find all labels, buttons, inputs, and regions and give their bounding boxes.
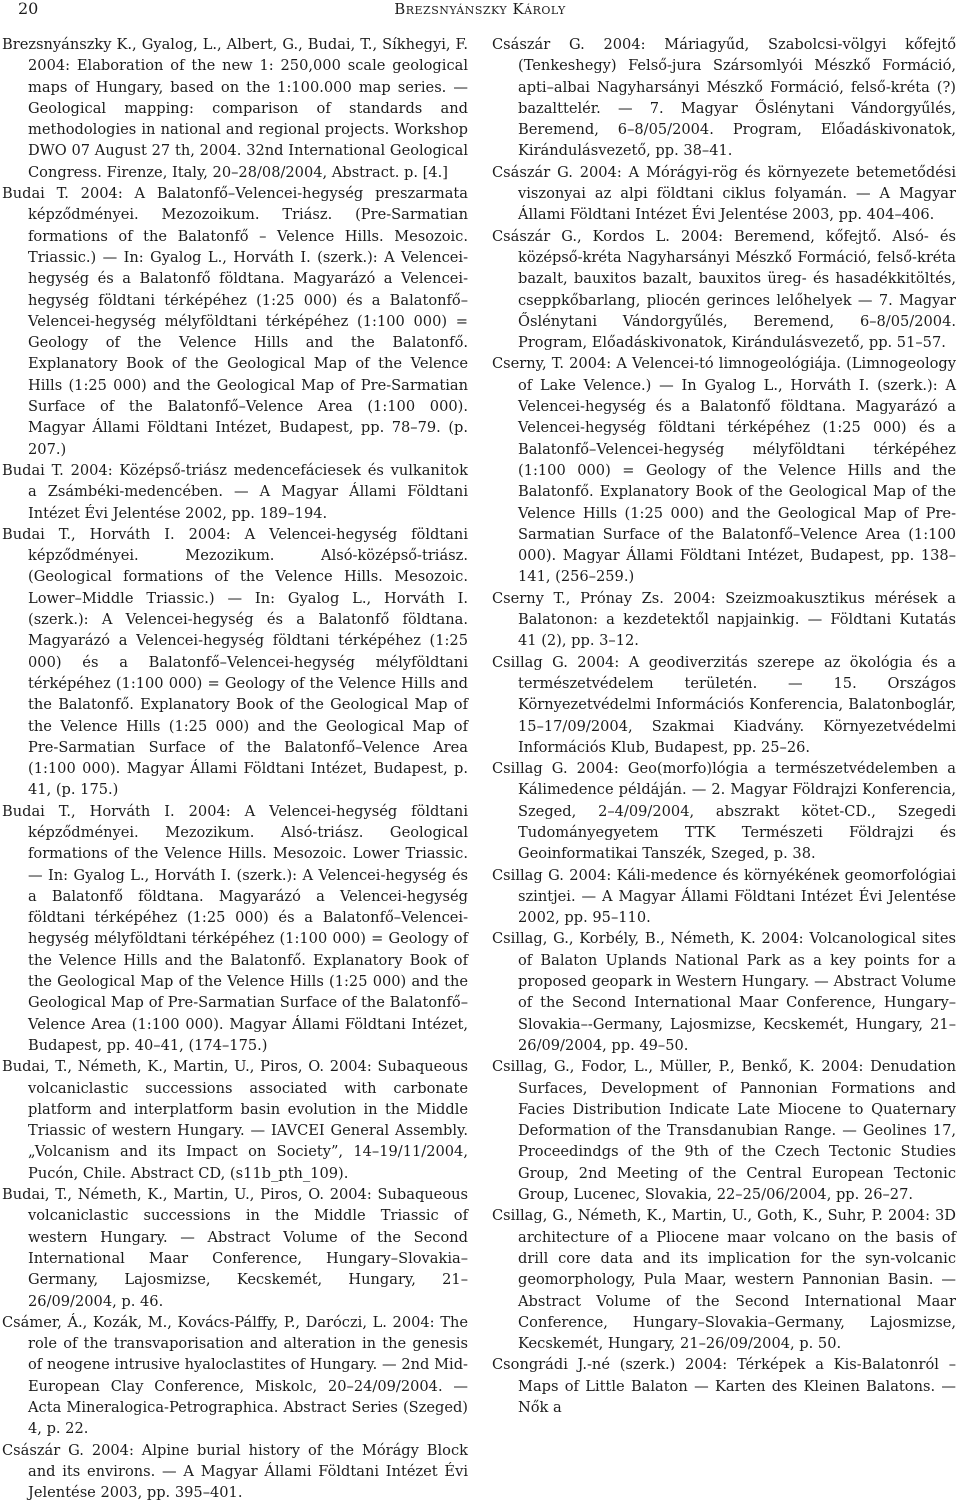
reference-entry: Budai, T., Németh, K., Martin, U., Piros, O. 2004: Subaqueous volcaniclastic successions associated with carbonate platform and interplatform basin evolution in the Middle Triassic of western Hungary. — IAVCEI General Assembly. „Volcanism and its Impact on Society”, 14–19/11/2004, Pucón, Chile. Abstract CD, (s11b_pth_109). — [2, 1058, 468, 1182]
reference-entry: Csillag, G., Németh, K., Martin, U., Goth, K., Suhr, P. 2004: 3D architecture of a Pliocene maar volcano on the basis of drill core data and its implication for the syn-volcanic geomorphology, Pula Maar, western Pannonian Basin. — Abstract Volume of the Second International Maar Conference, Hungary–Slovakia–Germany, Lajosmizse, Kecskemét, Hungary, 21–26/09/2004, p. 50. — [492, 1207, 956, 1353]
reference-entry: Császár G. 2004: Alpine burial history of the Mórágy Block and its environs. — A Magyar Állami Földtani Intézet Évi Jelentése 2003, pp. 395–401. — [2, 1441, 468, 1502]
right-column — [492, 34, 956, 1418]
reference-entry: Csillag G. 2004: A geodiverzitás szerepe az ökológia és a természetvédelem területén. — 15. Országos Környezetvédelmi Információs Konferencia, Balatonboglár, 15–17/09/2004, Szakmai Kiadvány. Környezetvédelmi Információs Klub, Budapest, pp. 25–26. — [492, 653, 956, 756]
reference-entry: Budai T. 2004: A Balatonfő–Velencei-hegység preszarmata képződményei. Mezozoikum. Triász. (Pre-Sarmatian formations of the Balatonfő – Velence Hills. Mesozoic. Triassic.) — In: Gyalog L., Horváth I. (szerk.): A Velencei-hegység és a Balatonfő földtana. Magyarázó a Velencei-hegység földtani térképéhez (1:25 000) és a Balatonfő–Velencei-hegység mélyföldtani térképéhez (1:100 000) = Geology of the Velence Hills and the Balatonfő. Explanatory Book of the Geological Map of the Velence Hills (1:25 000) and the Geological Map of Pre-Sarmatian Surface of the Balatonfő–Velence Area (1:100 000). Magyar Állami Földtani Intézet, Budapest, pp. 78–79. (p. 207.) — [2, 185, 468, 458]
reference-entry: Budai, T., Németh, K., Martin, U., Piros, O. 2004: Subaqueous volcaniclastic successions in the Middle Triassic of western Hungary. — Abstract Volume of the Second International Maar Conference, Hungary–Slovakia–Germany, Lajosmizse, Kecskemét, Hungary, 21–26/09/2004, p. 46. — [2, 1186, 468, 1310]
reference-entry: Cserny, T. 2004: A Velencei-tó limnogeológiája. (Limnogeology of Lake Velence.) — In Gyalog L., Horváth I. (szerk.): A Velencei-hegység és a Balatonfő földtana. Magyarázó a Velencei-hegység földtani térképéhez (1:25 000) és a Balatonfő–Velencei-hegység mélyföldtani térképéhez (1:100 000) = Geology of the Velence Hills and the Balatonfő. Explanatory Book of the Geological Map of the Velence Hills (1:25 000) and the Geological Map of Pre-Sarmatian Surface of the Balatonfő–Velence Area (1:100 000). Magyar Állami Földtani Intézet, Budapest, pp. 138–141, (256–259.) — [492, 355, 956, 586]
reference-entry: Budai T. 2004: Középső-triász medencefáciesek és vulkanitok a Zsámbéki-medencében. — A Magyar Állami Földtani Intézet Évi Jelentése 2002, pp. 189–194. — [2, 461, 468, 522]
reference-entry: Csillag, G., Fodor, L., Müller, P., Benkő, K. 2004: Denudation Surfaces, Development of Pannonian Formations and Facies Distribution Indicate Late Miocene to Quaternary Deformation of the Transdanubian Range. — Geolines 17, Proceedindgs of the 9th of the Czech Tectonic Studies Group, 2nd Meeting of the Central European Tectonic Group, Lucenec, Slovakia, 22–25/06/2004, pp. 26–27. — [492, 1058, 956, 1204]
reference-entry: Császár G. 2004: A Mórágyi-rög és környezete betemetődési viszonyai az alpi földtani ciklus folyamán. — A Magyar Állami Földtani Intézet Évi Jelentése 2003, pp. 404–406. — [492, 163, 956, 224]
reference-entry: Csillag G. 2004: Káli-medence és környékének geomorfológiai szintjei. — A Magyar Állami Földtani Intézet Évi Jelentése 2002, pp. 95–110. — [492, 866, 956, 927]
reference-entry: Cserny T., Prónay Zs. 2004: Szeizmoakusztikus mérések a Balatonon: a kezdetektől napjainkig. — Földtani Kutatás 41 (2), pp. 3–12. — [492, 589, 956, 650]
reference-entry: Császár G. 2004: Máriagyűd, Szabolcsi-völgyi kőfejtő (Tenkeshegy) Felső-jura Szársomlyói Mészkő Formáció, apti–albai Nagyharsányi Mészkő Formáció, felső-kréta (?) bazalttelér. — 7. Magyar Őslénytani Vándorgyűlés, Beremend, 6–8/05/2004. Program, Előadáskivonatok, Kirándulásvezető, pp. 38–41. — [492, 36, 956, 160]
reference-entry: Császár G., Kordos L. 2004: Beremend, kőfejtő. Alsó- és középső-kréta Nagyharsányi Mészkő Formáció, felső-kréta bazalt, bauxitos bazalt, bauxitos üreg- és hasadékkitöltés, cseppkőbarlang, pliocén gerinces lelőhelyek — 7. Magyar Őslénytani Vándorgyűlés, Beremend, 6–8/05/2004. Program, Előadáskivonatok, Kirándulásvezető, pp. 51–57. — [492, 227, 956, 352]
reference-entry: Csongrádi J.-né (szerk.) 2004: Térképek a Kis-Balatonról – Maps of Little Balaton — Karten des Kleinen Balatons. — Nők a — [492, 1356, 956, 1416]
page-number: 20 — [18, 0, 39, 18]
left-column — [2, 34, 468, 1503]
reference-entry: Csámer, Á., Kozák, M., Kovács-Pálffy, P., Daróczi, L. 2004: The role of the transvaporisation and alteration in the genesis of neogene intrusive hyaloclastites of Hungary. — 2nd Mid-European Clay Conference, Miskolc, 20–24/09/2004. — Acta Mineralogica-Petrographica. Abstract Series (Szeged) 4, p. 22. — [2, 1313, 468, 1438]
reference-entry: Brezsnyánszky K., Gyalog, L., Albert, G., Budai, T., Síkhegyi, F. 2004: Elaboration of the new 1: 250,000 scale geological maps of Hungary, based on the 1:100.000 map series. — Geological mapping: comparison of standards and methodologies in national and regional projects. Workshop DWO 07 August 27 th, 2004. 32nd International Geological Congress. Firenze, Italy, 20–28/08/2004, Abstract. p. [4.] — [2, 36, 468, 181]
reference-entry: Csillag, G., Korbély, B., Németh, K. 2004: Volcanological sites of Balaton Uplands National Park as a key points for a proposed geopark in Western Hungary. — Abstract Volume of the Second International Maar Conference, Hungary–Slovakia–-Germany, Lajosmizse, Kecskemét, Hungary, 21–26/09/2004, pp. 49–50. — [492, 930, 956, 1054]
running-head: Brezsnyánszky Károly — [394, 0, 566, 18]
reference-entry: Budai T., Horváth I. 2004: A Velencei-hegység földtani képződményei. Mezozikum. Alsó-középső-triász. (Geological formations of the Velence Hills. Mesozoic. Lower–Middle Triassic.) — In: Gyalog L., Horváth I. (szerk.): A Velencei-hegység és a Balatonfő földtana. Magyarázó a Velencei-hegység földtani térképéhez (1:25 000) és a Balatonfő–Velencei-hegység mélyföldtani térképéhez (1:100 000) = Geology of the Velence Hills and the Balatonfő. Explanatory Book of the Geological Map of the Velence Hills (1:25 000) and the Geological Map of Pre-Sarmatian Surface of the Balatonfő–Velence Area (1:100 000). Magyar Állami Földtani Intézet, Budapest, p. 41, (p. 175.) — [2, 525, 468, 799]
reference-entry: Csillag G. 2004: Geo(morfo)lógia a természetvédelemben a Kálimedence példáján. — 2. Magyar Földrajzi Konferencia, Szeged, 2–4/09/2004, abszrakt kötet-CD., Szegedi Tudományegyetem TTK Természeti Földrajzi és Geoinformatikai Tanszék, Szeged, p. 38. — [492, 760, 956, 863]
reference-entry: Budai T., Horváth I. 2004: A Velencei-hegység földtani képződményei. Mezozikum. Alsó-triász. Geological formations of the Velence Hills. Mesozoic. Lower Triassic. — In: Gyalog L., Horváth I. (szerk.): A Velencei-hegység és a Balatonfő földtana. Magyarázó a Velencei-hegység földtani térképéhez (1:25 000) és a Balatonfő–Velencei-hegység mélyföldtani térképéhez (1:100 000) = Geology of the Velence Hills and the Balatonfő. Explanatory Book of the Geological Map of the Velence Hills (1:25 000) and the Geological Map of Pre-Sarmatian Surface of the Balatonfő–Velence Area (1:100 000). Magyar Állami Földtani Intézet, Budapest, pp. 40–41, (174–175.) — [2, 802, 468, 1054]
